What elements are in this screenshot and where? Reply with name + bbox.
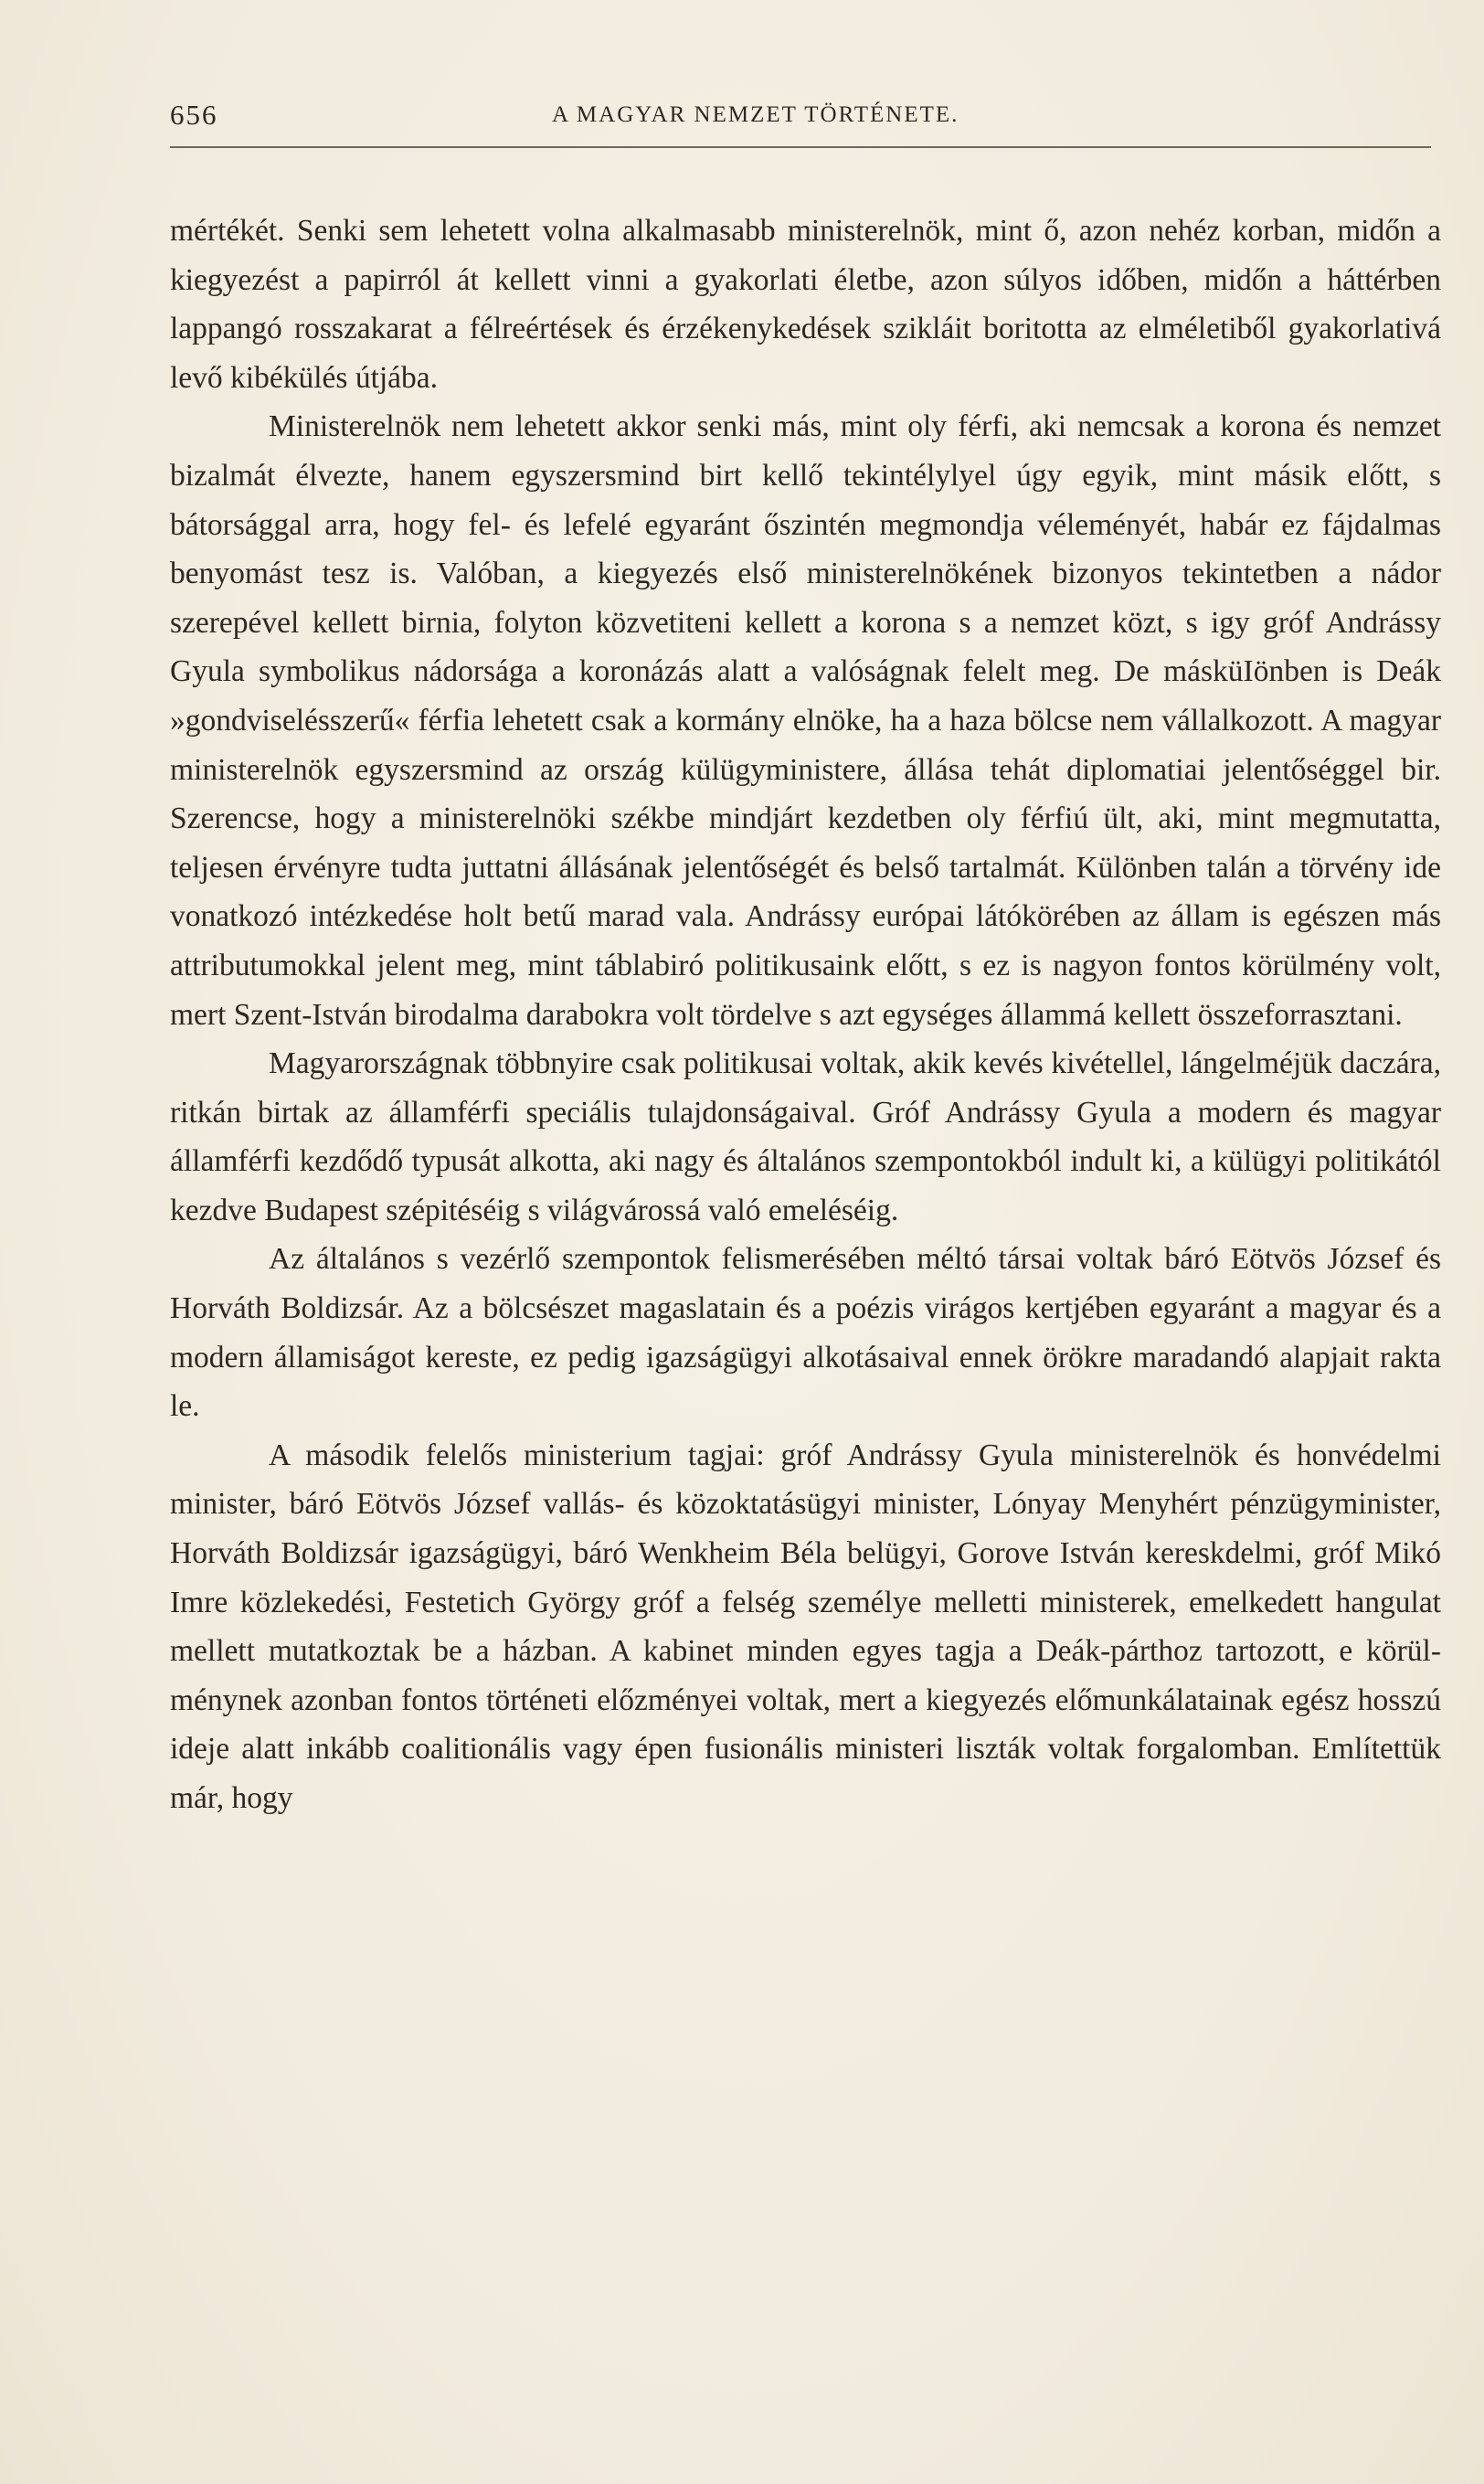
paragraph-1: mértékét. Senki sem lehetett volna alkalmasabb ministerelnök, mint ő, azon nehéz korban, midőn a kiegyezést a papirról át kellett vinni a gyakorlati életbe, azon súlyos időben, midőn a háttérben lappangó rosszakarat a félreértések és érzékenykedések szikláit boritotta az elméletiből gyakorlativá levő kibékülés útjába. (170, 214, 1441, 395)
paragraph-5: A második felelős ministerium tagjai: gróf Andrássy Gyula ministerelnök és honvédelmi minister, báró Eötvös József vallás- és közoktatásügyi minister, Lónyay Menyhért pénzügyminister, Horváth Boldizsár igazságügyi, báró Wenkheim Béla belügyi, Gorove István kereskdelmi, gróf Mikó Imre közlekedési, Festetich György gróf a felség személye melletti ministerek, emelkedett hangulat mellett mutatkoztak be a házban. A kabinet minden egyes tagja a Deák-párthoz tartozott, e körülménynek azonban fontos történeti előzményei voltak, mert a kiegyezés előmunkálatainak egész hosszú ideje alatt inkább coalitionális vagy épen fusionális ministeri liszták voltak forgalomban. Említettük már, hogy (170, 1438, 1441, 1815)
page-number: 656 (170, 99, 218, 131)
paragraph-4: Az általános s vezérlő szempontok felismerésében méltó társai voltak báró Eötvös József és Horváth Boldizsár. Az a bölcsészet magaslatain és a poézis virágos kertjében egyaránt a magyar és a modern államiságot kereste, ez pedig igazságügyi alkotásaival ennek örökre maradandó alapjait rakta le. (170, 1242, 1441, 1424)
page-header (170, 99, 1431, 148)
paragraph-3: Magyarországnak többnyire csak politikusai voltak, akik kevés kivétellel, lángelméjük daczára, ritkán birtak az államférfi speciális tulajdonságaival. Gróf Andrássy Gyula a modern és magyar államférfi kezdődő typusát alkotta, aki nagy és általános szempontokból indult ki, a külügyi politikától kezdve Budapest szépitéséig s világvárossá való emeléséig. (170, 1046, 1441, 1227)
running-title: A MAGYAR NEMZET TÖRTÉNETE. (552, 102, 959, 127)
paragraph-2: Ministerelnök nem lehetett akkor senki más, mint oly férfi, aki nemcsak a korona és nemzet bizalmát élvezte, hanem egyszersmind birt kellő tekintélylyel úgy egyik, mint másik előtt, s bátorsággal arra, hogy fel- és lefelé egyaránt őszintén megmondja véleményét, habár ez fájdalmas benyomást tesz is. Valóban, a kiegyezés első ministerelnökének bizonyos tekintetben a nádor szerepével kellett birnia, folyton közvetiteni kellett a korona s a nemzet közt, s igy gróf Andrássy Gyula symbolikus nádorsága a koronázás alatt a valóságnak felelt meg. De másküIönben is Deák »gondviselésszerű« férfia lehetett csak a kormány elnöke, ha a haza bölcse nem vállalkozott. A magyar ministerelnök egyszersmind az ország külügyministere, állása tehát diplomatiai jelentőséggel bir. Szerencse, hogy a ministerelnöki székbe mindjárt kezdetben oly férfiú ült, aki, mint megmutatta, teljesen érvényre tudta juttatni állásának jelentőségét és belső tartalmát. Különben talán a törvény ide vonatkozó intézkedése holt betű marad vala. Andrássy európai látókörében az állam is egészen más attributumokkal jelent meg, mint táblabiró politikusaink előtt, s ez is nagyon fontos körülmény volt, mert Szent-István birodalma darabokra volt tördelve s azt egységes állammá kellett összeforrasztani. (170, 409, 1441, 1032)
body-text (170, 207, 1441, 1823)
